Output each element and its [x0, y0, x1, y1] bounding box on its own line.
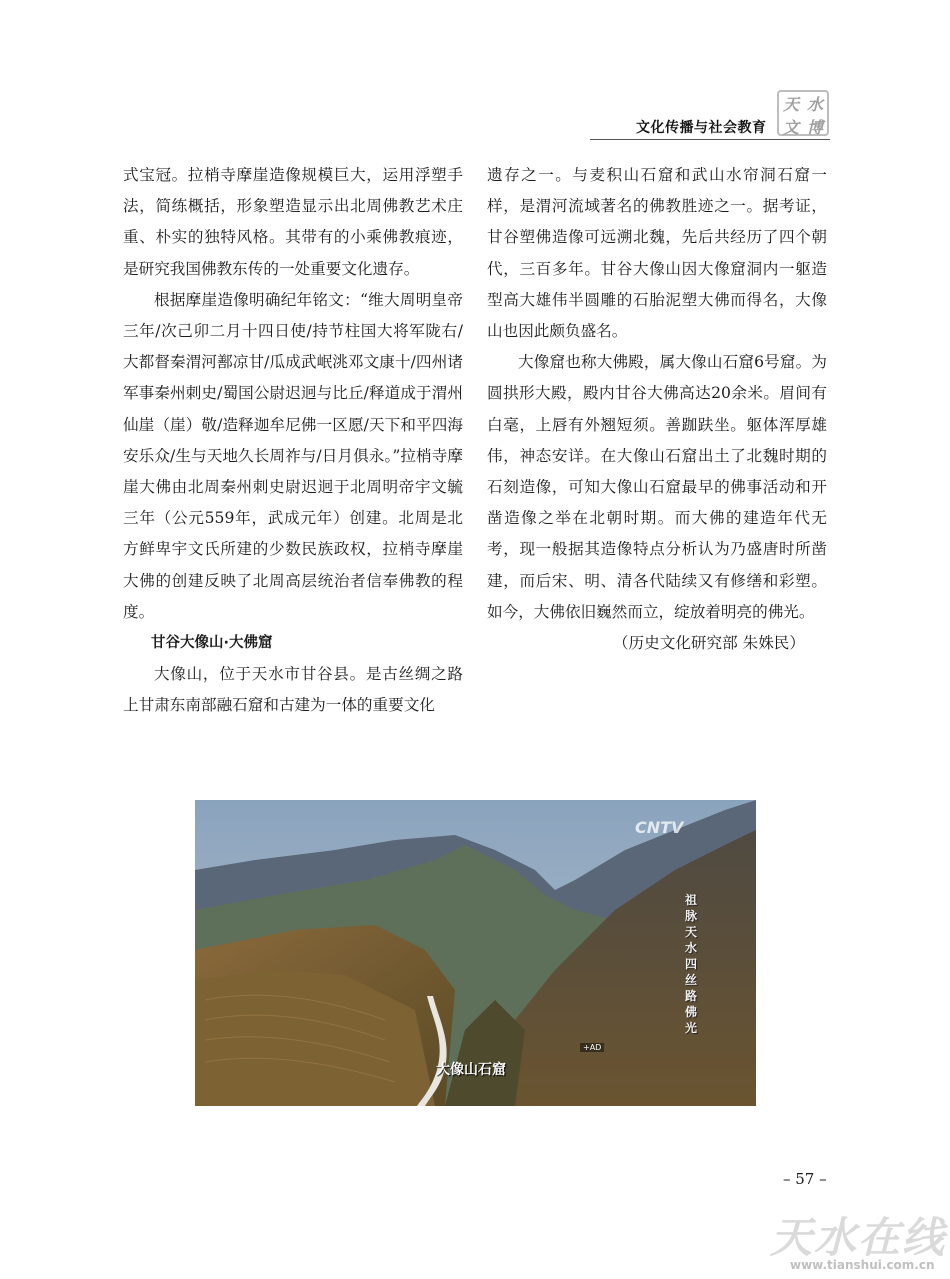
paragraph: 大像山，位于天水市甘谷县。是古丝绸之路上甘肃东南部融石窟和古建为一体的重要文化: [123, 665, 463, 715]
seal-char: 博: [806, 118, 823, 137]
header-divider: [590, 139, 830, 140]
mountain-photo: [195, 800, 756, 1106]
left-column: [123, 160, 463, 722]
author-signature: （历史文化研究部 朱姝民）: [612, 634, 805, 653]
ad-tag: +AD: [580, 1043, 604, 1052]
paragraph: 式宝冠。拉梢寺摩崖造像规模巨大，运用浮塑手法，简练概括，形象塑造显示出北周佛教艺术庄重、朴实的独特风格。其带有的小乘佛教痕迹，是研究我国佛教东传的一处重要文化遗存。: [123, 166, 463, 278]
section-subheading: 甘谷大像山·大佛窟: [151, 635, 273, 652]
page-number: – 57 –: [783, 1170, 827, 1188]
paragraph: 遗存之一。与麦积山石窟和武山水帘洞石窟一样，是渭河流域著名的佛教胜迹之一。据考证，甘谷塑佛造像可远溯北魏，先后共经历了四个朝代，三百多年。甘谷大像山因大像窟洞内一躯造型高大雄伟半圆雕的石胎泥塑大佛而得名，大像山也因此颇负盛名。: [487, 166, 827, 341]
section-title: 文化传播与社会教育: [636, 120, 767, 136]
watermark-url: www.tianshui.com.cn: [790, 1258, 935, 1272]
seal-char: 天: [782, 95, 799, 114]
header-seal-logo: [777, 90, 829, 136]
paragraph: 根据摩崖造像明确纪年铭文：“维大周明皇帝三年/次己卯二月十四日使/持节柱国大将军陇右/大都督秦渭河鄯凉甘/瓜成武岷洮邓文康十/四州诸军事秦州刺史/蜀国公尉迟迥与比丘/释道成于渭州仙崖（崖）敬/造释迦牟尼佛一区愿/天下和平四海安乐众/生与天地久长周祚与/日月俱永。”拉梢寺摩崖大佛由北周秦州刺史尉迟迥于北周明帝宇文毓三年（公元559年，武成元年）创建。北周是北方鲜卑宇文氏所建的少数民族政权，拉梢寺摩崖大佛的创建反映了北周高层统治者信奉佛教的程度。: [123, 290, 463, 621]
paragraph: 大像窟也称大佛殿，属大像山石窟6号窟。为圆拱形大殿，殿内甘谷大佛高达20余米。眉间有白毫，上唇有外翘短须。善跏趺坐。躯体浑厚雄伟，神态安详。在大像山石窟出土了北魏时期的石刻造像，可知大像山石窟最早的佛事活动和开凿造像之举在北朝时期。而大佛的建造年代无考，现一般据其造像特点分析认为乃盛唐时所凿建，而后宋、明、清各代陆续又有修缮和彩塑。如今，大佛依旧巍然而立，绽放着明亮的佛光。: [487, 353, 827, 621]
photo-caption: 大像山石窟: [436, 1062, 506, 1078]
photo-vertical-title: 祖脉天水四丝路佛光: [684, 893, 697, 1035]
watermark-logo: 天水在线: [770, 1213, 947, 1262]
seal-char: 水: [806, 95, 823, 114]
seal-char: 文: [782, 118, 799, 137]
tv-logo: CNTV: [635, 818, 684, 837]
right-column: [487, 160, 827, 659]
